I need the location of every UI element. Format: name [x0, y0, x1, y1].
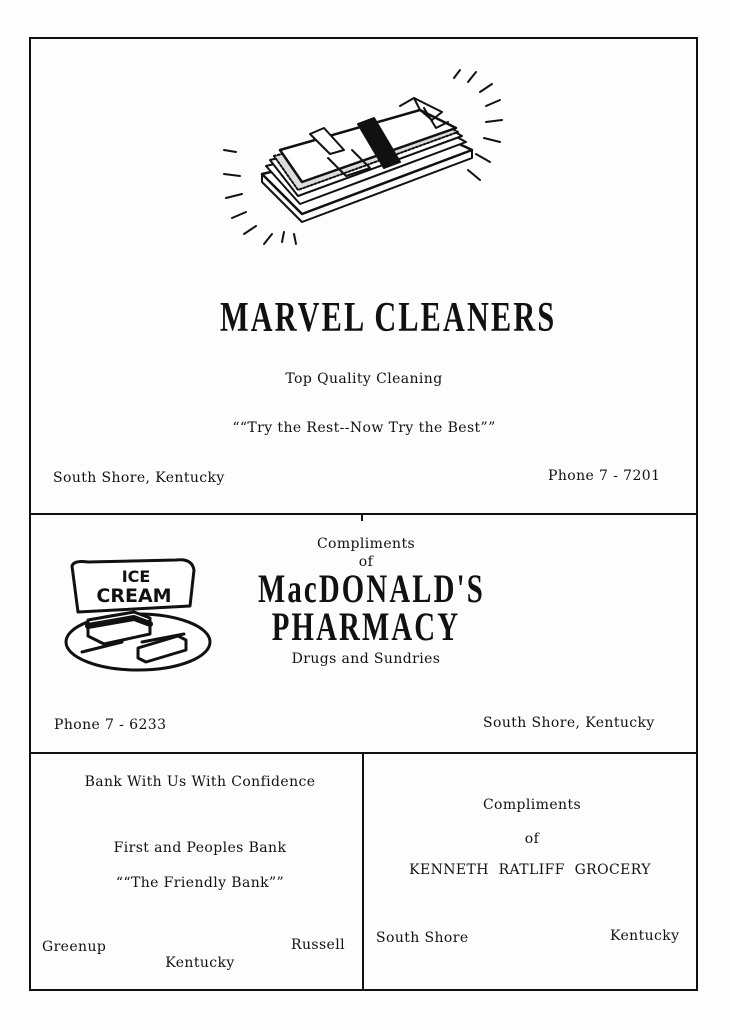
- bank-motto: ““The Friendly Bank””: [115, 875, 285, 891]
- marvel-slogan: ““Try the Rest--Now Try the Best””: [232, 420, 496, 436]
- marvel-cleaners-name: MARVEL CLEANERS: [220, 295, 557, 341]
- bank-slogan: Bank With Us With Confidence: [84, 774, 316, 790]
- ice-cream-logo-line2: CREAM: [96, 585, 172, 607]
- macdonald-name-line2: PHARMACY: [271, 604, 461, 649]
- macdonald-compliments: Compliments: [316, 536, 416, 552]
- macdonald-phone: Phone 7 - 6233: [54, 717, 167, 733]
- macdonald-subtitle: Drugs and Sundries: [291, 651, 441, 667]
- ratliff-of: of: [524, 831, 540, 847]
- divider-top-tick: [361, 513, 363, 521]
- ratliff-state: Kentucky: [610, 928, 680, 944]
- bank-name: First and Peoples Bank: [113, 840, 287, 856]
- ice-cream-icon: [58, 556, 218, 676]
- marvel-phone: Phone 7 - 7201: [548, 468, 661, 484]
- ice-cream-logo-line1: ICE: [121, 567, 151, 586]
- macdonald-location: South Shore, Kentucky: [483, 715, 655, 731]
- macdonald-of: of: [358, 554, 374, 570]
- ratliff-city: South Shore: [376, 930, 469, 946]
- divider-bottom-vertical: [362, 752, 364, 991]
- marvel-location: South Shore, Kentucky: [53, 470, 225, 486]
- ratliff-name: KENNETH RATLIFF GROCERY: [409, 862, 651, 878]
- bank-right-city: Russell: [291, 937, 345, 953]
- ratliff-compliments: Compliments: [482, 797, 582, 813]
- macdonald-name-line1: MacDONALD'S: [258, 566, 485, 611]
- marvel-tagline: Top Quality Cleaning: [285, 371, 443, 387]
- bank-state: Kentucky: [165, 955, 235, 971]
- bank-left-city: Greenup: [42, 939, 107, 955]
- divider-top: [29, 513, 698, 515]
- folded-shirt-icon: [210, 62, 530, 262]
